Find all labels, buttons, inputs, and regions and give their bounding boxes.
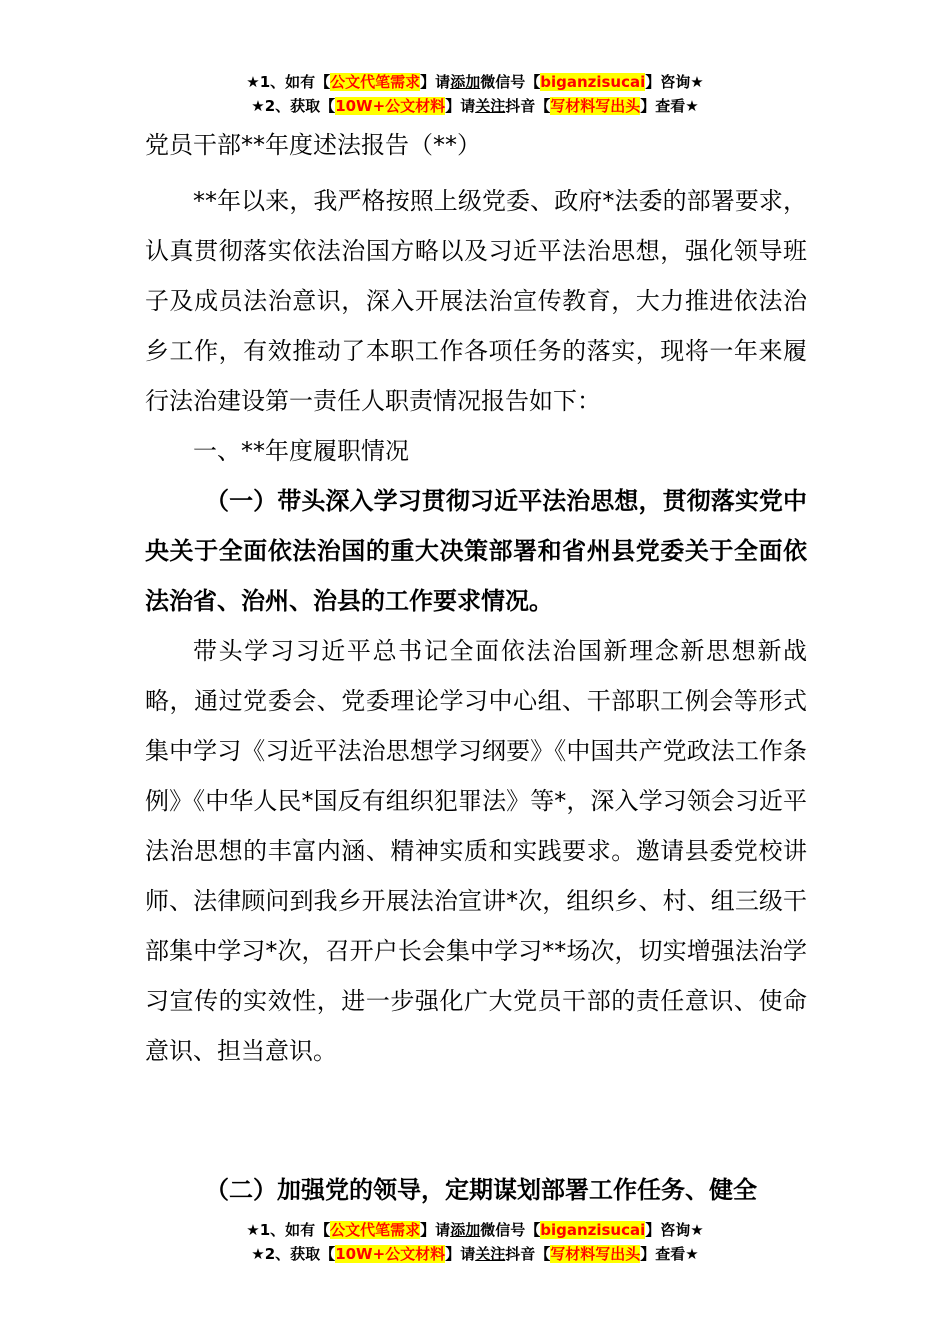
banner-text: 】请 bbox=[445, 97, 476, 115]
banner-text: 】请 bbox=[445, 1245, 476, 1263]
banner-underlined: 添加 bbox=[450, 73, 481, 91]
banner-line-2 bbox=[0, 1242, 950, 1266]
document-title: 党员干部**年度述法报告（**） bbox=[145, 131, 481, 159]
banner-text: 】咨询★ bbox=[645, 1221, 704, 1239]
banner-line-1 bbox=[0, 70, 950, 94]
banner-text: 】咨询★ bbox=[645, 73, 704, 91]
banner-text: 】请 bbox=[420, 1221, 451, 1239]
section-heading-1: 一、**年度履职情况 bbox=[193, 437, 409, 465]
banner-underlined: 关注 bbox=[475, 1245, 506, 1263]
banner-highlight: biganzisucai bbox=[540, 73, 646, 91]
banner-highlight: 写材料写出头 bbox=[550, 1245, 641, 1263]
banner-underlined: 关注 bbox=[475, 97, 506, 115]
header-banner bbox=[0, 70, 950, 118]
footer-banner bbox=[0, 1218, 950, 1266]
intro-paragraph: **年以来，我严格按照上级党委、政府*法委的部署要求，认真贯彻落实依法治国方略以及习近平法治思想，强化领导班子及成员法治意识，深入开展法治宣传教育，大力推进依法治乡工作，有效推动了本职工作各项任务的落实，现将一年来履行法治建设第一责任人职责情况报告如下： bbox=[145, 187, 807, 415]
banner-underlined: 添加 bbox=[450, 1221, 481, 1239]
banner-highlight: 10W+公文材料 bbox=[335, 97, 446, 115]
banner-line-2 bbox=[0, 94, 950, 118]
banner-highlight: 10W+公文材料 bbox=[335, 1245, 446, 1263]
subsection-body-1: 带头学习习近平总书记全面依法治国新理念新思想新战略，通过党委会、党委理论学习中心组、干部职工例会等形式集中学习《习近平法治思想学习纲要》《中国共产党政法工作条例》《中华人民*国反有组织犯罪法》等*，深入学习领会习近平法治思想的丰富内涵、精神实质和实践要求。邀请县委党校讲师、法律顾问到我乡开展法治宣讲*次，组织乡、村、组三级干部集中学习*次，召开户长会集中学习**场次，切实增强法治学习宣传的实效性，进一步强化广大党员干部的责任意识、使命意识、担当意识。 bbox=[145, 637, 807, 1065]
banner-text: ★1、如有【 bbox=[246, 73, 331, 91]
banner-text: 】查看★ bbox=[640, 97, 699, 115]
banner-line-1 bbox=[0, 1218, 950, 1242]
banner-text: ★2、获取【 bbox=[251, 1245, 336, 1263]
banner-text: 抖音【 bbox=[505, 1245, 551, 1263]
banner-text: 抖音【 bbox=[505, 97, 551, 115]
banner-highlight: 公文代笔需求 bbox=[330, 73, 421, 91]
banner-highlight: 写材料写出头 bbox=[550, 97, 641, 115]
banner-highlight: biganzisucai bbox=[540, 1221, 646, 1239]
subsection-heading-2: （二）加强党的领导，定期谋划部署工作任务、健全 bbox=[205, 1176, 757, 1204]
subsection-heading-1: （一）带头深入学习贯彻习近平法治思想，贯彻落实党中央关于全面依法治国的重大决策部署和省州县党委关于全面依法治省、治州、治县的工作要求情况。 bbox=[145, 487, 807, 615]
banner-highlight: 公文代笔需求 bbox=[330, 1221, 421, 1239]
document-body bbox=[145, 128, 807, 1076]
banner-text: 】请 bbox=[420, 73, 451, 91]
banner-text: 】查看★ bbox=[640, 1245, 699, 1263]
banner-text: ★1、如有【 bbox=[246, 1221, 331, 1239]
banner-text: 微信号【 bbox=[480, 1221, 541, 1239]
banner-text: ★2、获取【 bbox=[251, 97, 336, 115]
banner-text: 微信号【 bbox=[480, 73, 541, 91]
